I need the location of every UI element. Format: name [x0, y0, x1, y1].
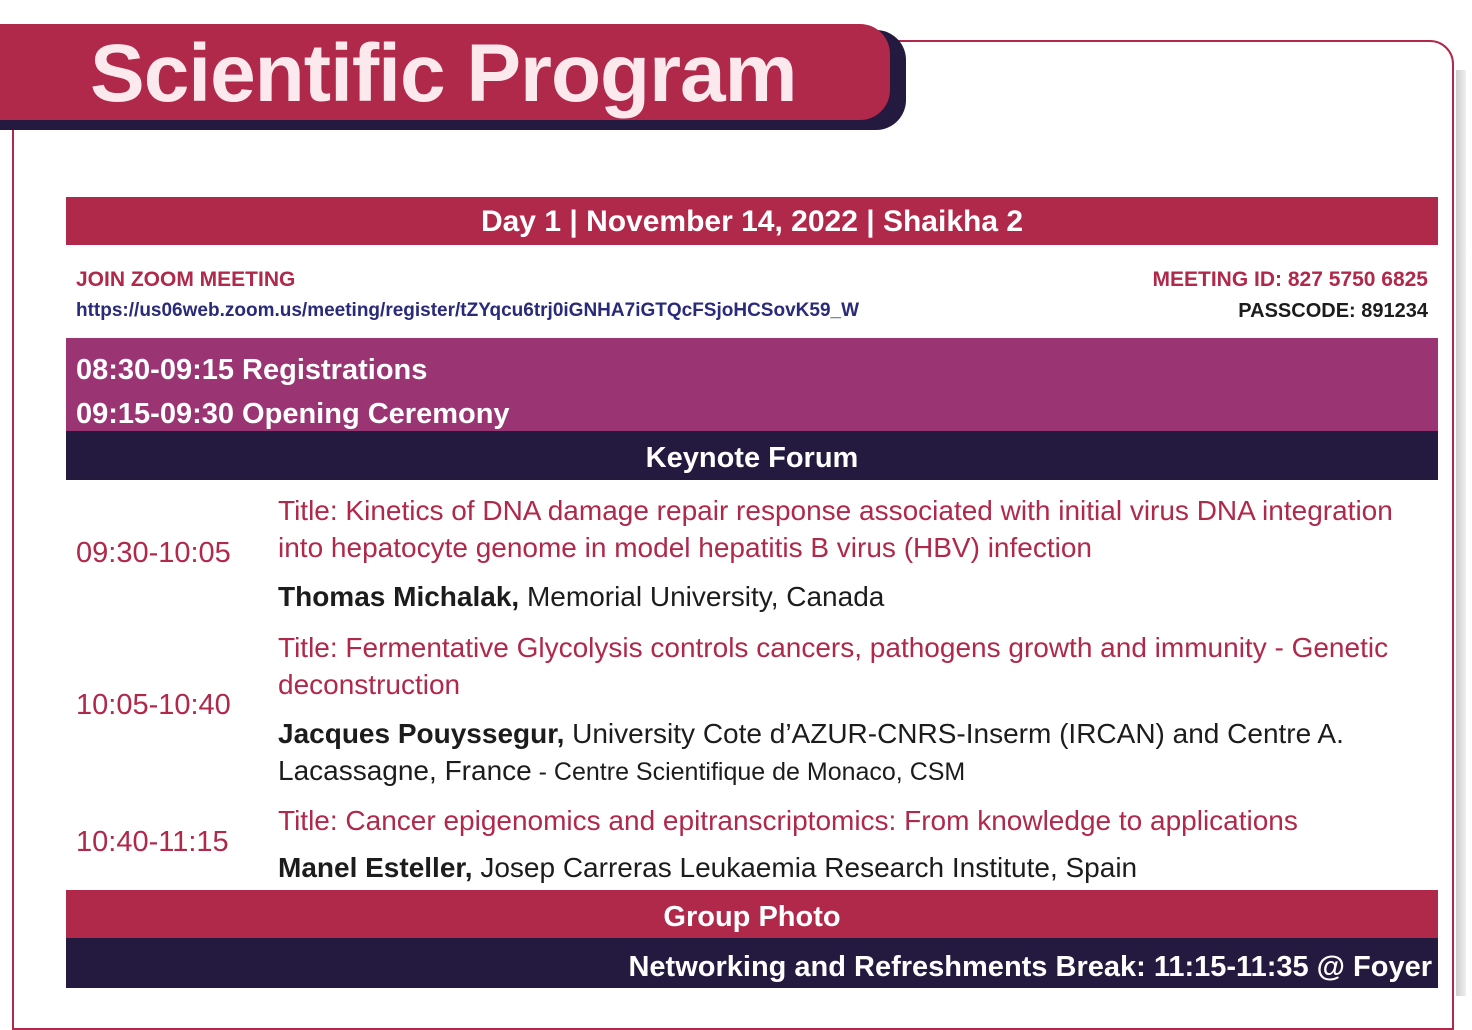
opening-block: [66, 338, 1438, 431]
speaker-line: [278, 715, 1438, 791]
zoom-link[interactable]: https://us06web.zoom.us/meeting/register/tZYqcu6trj0iGNHA7iGTQcFSjoHCSovK59_W: [76, 300, 860, 321]
speaker-affiliation: Memorial University, Canada: [519, 581, 885, 612]
speaker-extra-affiliation: - Centre Scientifique de Monaco, CSM: [531, 758, 966, 786]
talk-title: Title: Fermentative Glycolysis controls cancers, pathogens growth and immunity - Genetic deconstruction: [278, 632, 1389, 700]
passcode: PASSCODE: 891234: [1238, 300, 1428, 322]
page-title: Scientific Program: [90, 28, 797, 119]
talk-body: [278, 629, 1438, 791]
speaker-line: [278, 578, 1438, 615]
speaker-name: Jacques Pouyssegur,: [278, 718, 565, 749]
talk-body: [278, 492, 1438, 615]
keynote-forum-header: Keynote Forum: [66, 431, 1438, 480]
meeting-id: MEETING ID: 827 5750 6825: [1152, 268, 1428, 291]
join-zoom-label: JOIN ZOOM MEETING: [76, 268, 296, 291]
break-banner: Networking and Refreshments Break: 11:15-11:35 @ Foyer: [66, 938, 1438, 988]
talk-body: [278, 802, 1438, 886]
zoom-info: [76, 267, 859, 329]
speaker-name: Manel Esteller,: [278, 852, 473, 883]
page-shadow: [1456, 70, 1466, 996]
registrations-item: 08:30-09:15 Registrations: [76, 354, 428, 386]
speaker-line: [278, 849, 1438, 886]
talk-time: 10:05-10:40: [76, 689, 231, 721]
speaker-affiliation: University Cote d’AZUR-CNRS-Inserm (IRCAN) and Centre A. Lacassagne, France: [278, 718, 1344, 786]
talk-time: 10:40-11:15: [76, 826, 229, 858]
meeting-credentials: [1153, 267, 1428, 329]
speaker-name: Thomas Michalak,: [278, 581, 520, 612]
opening-ceremony-item: 09:15-09:30 Opening Ceremony: [76, 398, 510, 430]
day-banner: Day 1 | November 14, 2022 | Shaikha 2: [66, 197, 1438, 245]
speaker-affiliation: Josep Carreras Leukaemia Research Institute, Spain: [472, 852, 1138, 883]
talk-title: Title: Kinetics of DNA damage repair response associated with initial virus DNA integration into hepatocyte genome in model hepatitis B virus (HBV) infection: [278, 495, 1393, 563]
talk-title: Title: Cancer epigenomics and epitranscriptomics: From knowledge to applications: [278, 805, 1298, 836]
talk-time: 09:30-10:05: [76, 537, 231, 569]
group-photo-banner: Group Photo: [66, 890, 1438, 938]
